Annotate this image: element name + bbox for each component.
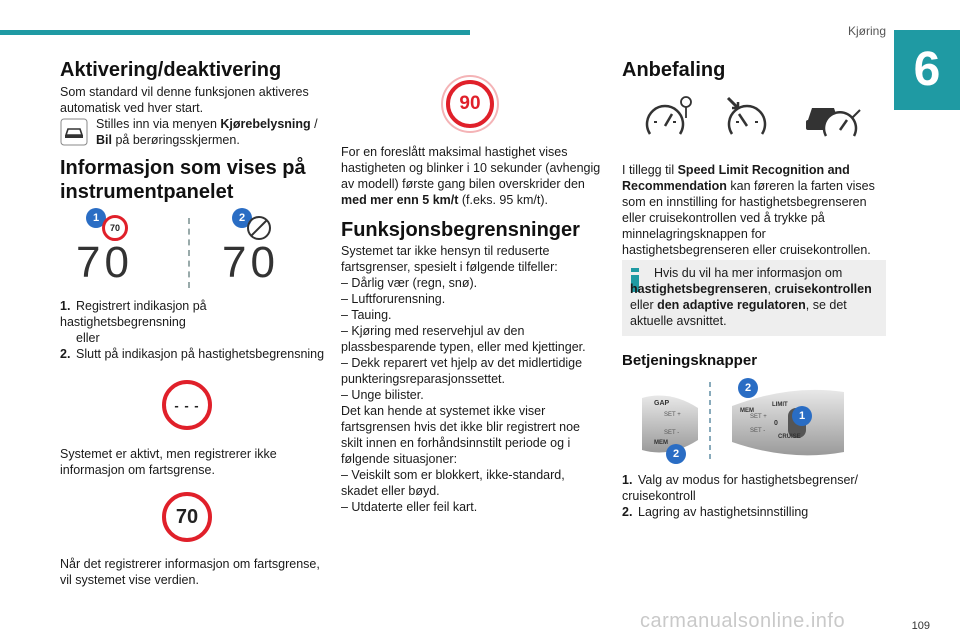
max-speed-text: For en foreslått maksimal hastighet vises hastigheten og blinker i 10 sekunder (avhengig av modell) første gang bilen overskrider den med mer enn 5 km/t (f.eks. 95 km/t). <box>341 145 601 207</box>
page-number: 109 <box>911 620 930 632</box>
stalk-label-set-minus-right: SET - <box>750 428 766 434</box>
suggested-speed-sign-90: 90 <box>446 80 494 128</box>
limitations-block <box>341 243 603 515</box>
info-text: Hvis du vil ha mer informasjon om hastighetsbegrenseren, cruisekontrollen eller den adaptive regulatoren, se det aktuelle avsnittet. <box>630 266 872 328</box>
list-item: – Dårlig vær (regn, snø). <box>341 276 478 290</box>
list-item: 1. Valg av modus for hastighetsbegrenser/ cruisekontroll <box>622 473 859 503</box>
header-accent-bar <box>0 30 470 35</box>
list-item: 2. Lagring av hastighetsinnstilling <box>622 505 809 519</box>
heading-instrument-info: Informasjon som vises på instrumentpanelet <box>60 157 306 203</box>
watermark: carmanualsonline.info <box>640 610 846 632</box>
divider <box>188 218 192 288</box>
dash-speed-sign: - - - <box>162 380 212 430</box>
heading-controls: Betjeningsknapper <box>622 352 758 369</box>
small-speed-sign: 70 <box>102 215 128 241</box>
info-box <box>622 260 886 336</box>
limitations-intro: Systemet tar ikke hensyn til reduserte fartsgrenser, spesielt i følgende tilfeller: <box>341 244 558 274</box>
stalk-label-set-plus-right: SET + <box>750 414 767 420</box>
speed-limit-sign-70: 70 <box>162 492 212 542</box>
register-text: Når det registrerer informasjon om fartsgrense, vil systemet vise verdien. <box>60 557 320 587</box>
speed-limiter-icon <box>722 96 772 140</box>
activation-text: Som standard vil denne funksjonen aktiveres automatisk ved hver start. <box>60 85 309 115</box>
callout-badge-1: 1 <box>792 406 812 426</box>
list-item: – Kjøring med reservehjul av den plassbesparende typen, eller med kjettinger. <box>341 324 586 354</box>
speed-display-1: 70 <box>76 238 133 287</box>
list-item: 2. Slutt på indikasjon på hastighetsbegrensning <box>60 347 325 361</box>
recommendation-text: I tillegg til Speed Limit Recognition and Recommendation kan føreren la farten vises som en innstilling for hastighetsbegrenseren eller cruisekontrollen ved å trykke på minnelagringsknappen for hastighetsbegrenseren eller cruisekontrollen. <box>622 163 875 257</box>
menu-instructions: Stilles inn via menyen Kjørebelysning / Bil på berøringsskjermen. <box>96 117 318 147</box>
car-settings-icon <box>60 118 88 146</box>
chapter-number: 6 <box>894 30 960 110</box>
stalk-label-gap: GAP <box>654 400 670 407</box>
list-item: 1. Registrert indikasjon på hastighetsbegrensning <box>60 299 207 329</box>
list-item: – Luftforurensning. <box>341 292 446 306</box>
control-stalk-illustration <box>640 378 846 464</box>
heading-recommendation: Anbefaling <box>622 59 726 81</box>
stalk-label-mem-left: MEM <box>654 440 668 446</box>
stalk-label-mem-right: MEM <box>740 408 754 414</box>
speed-display-2: 70 <box>222 238 279 287</box>
stalk-label-set-plus-left: SET + <box>664 412 681 418</box>
list-item: – Utdaterte eller feil kart. <box>341 500 478 514</box>
callout-badge-2: 2 <box>738 378 758 398</box>
list-item-or: eller <box>76 331 100 345</box>
callout-badge-2: 2 <box>232 208 252 228</box>
section-label: Kjøring <box>847 24 886 38</box>
stalk-label-zero: 0 <box>774 420 778 427</box>
list-item: – Unge bilister. <box>341 388 424 402</box>
stalk-label-set-minus-left: SET - <box>664 430 680 436</box>
active-no-info-text: Systemet er aktivt, men registrerer ikke informasjon om fartsgrense. <box>60 447 277 477</box>
may-not-show-text: Det kan hende at systemet ikke viser fartsgrensen hvis det ikke blir registrert noe skilt innen en forhåndsinnstilt periode og i følgende situasjoner: <box>341 404 580 466</box>
stalk-label-cruise: CRUISE <box>778 434 801 440</box>
heading-activation: Aktivering/deaktivering <box>60 59 282 81</box>
stalk-label-limit: LIMIT <box>772 402 788 408</box>
speedometer-memory-icon <box>644 96 694 140</box>
heading-limitations: Funksjonsbegrensninger <box>341 219 580 241</box>
list-item: – Dekk reparert vet hjelp av det midlertidige punkteringsreparasjonssettet. <box>341 356 583 386</box>
list-item: – Veiskilt som er blokkert, ikke-standard, skadet eller bøyd. <box>341 468 565 498</box>
callout-badge-2: 2 <box>666 444 686 464</box>
callout-badge-1: 1 <box>86 208 106 228</box>
adaptive-cruise-icon <box>804 96 862 140</box>
list-item: – Tauing. <box>341 308 392 322</box>
